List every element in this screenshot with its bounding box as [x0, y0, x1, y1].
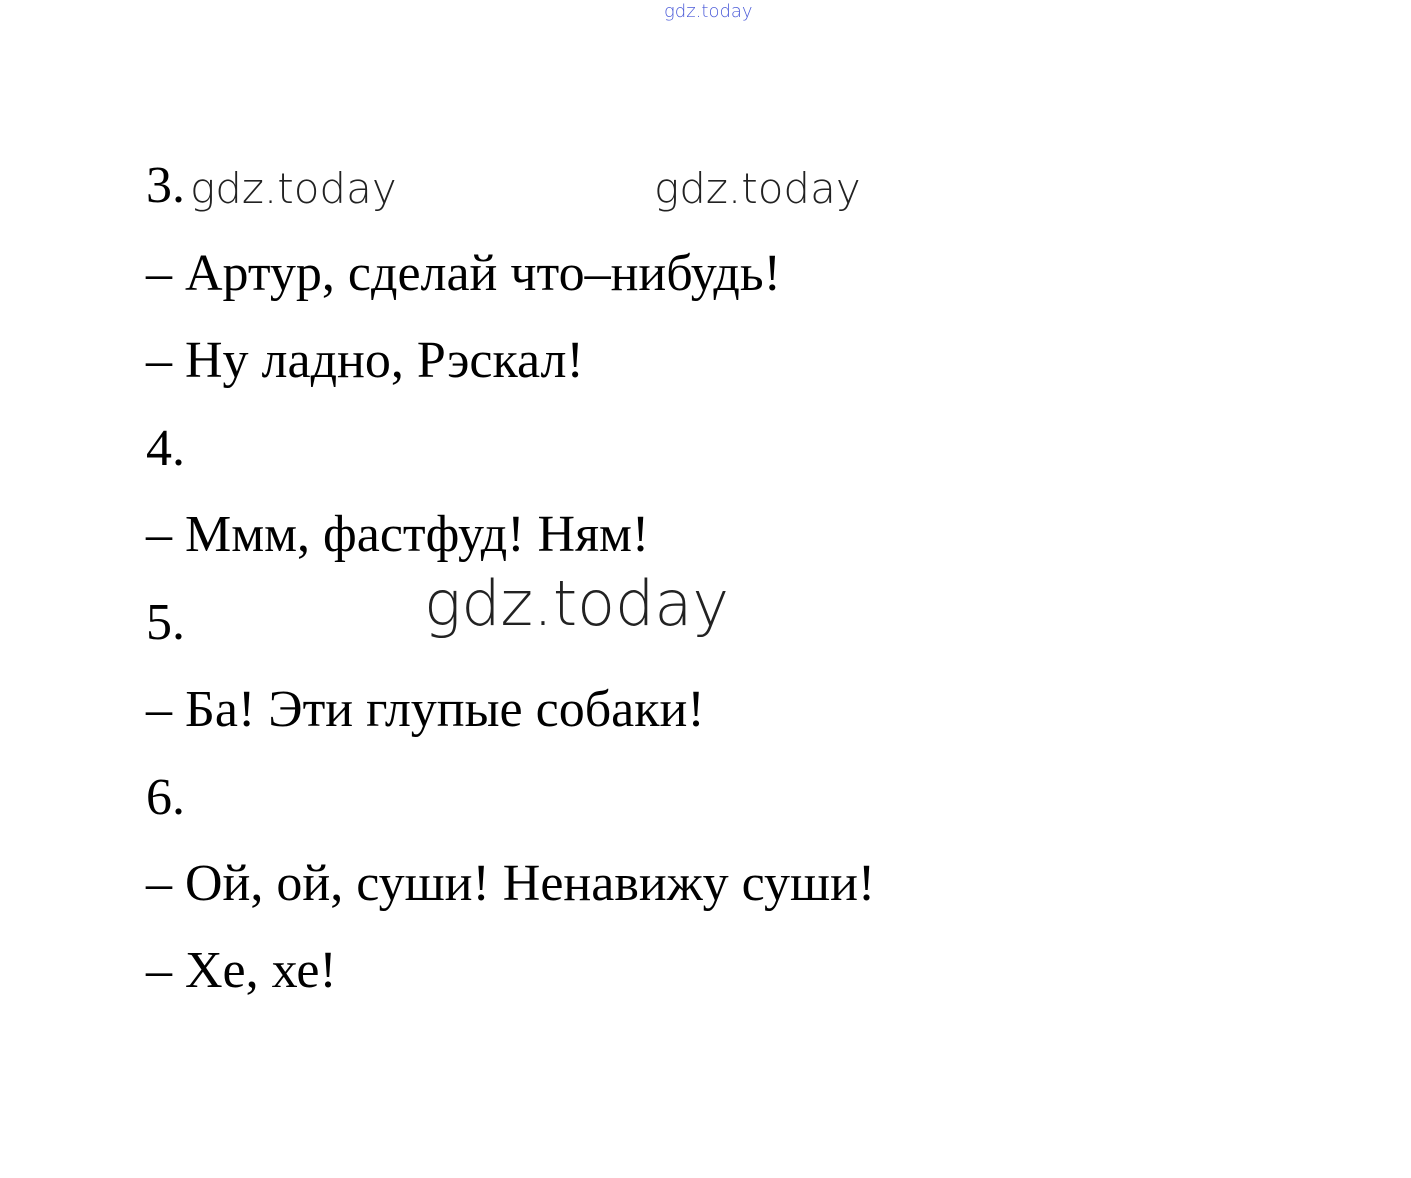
- watermark-middle: gdz.today: [424, 567, 730, 640]
- dialogue-line: – Ба! Эти глупые собаки!: [146, 681, 705, 738]
- dialogue-line: – Хе, хе!: [146, 942, 337, 999]
- dialogue-line: – Ну ладно, Рэскал!: [146, 332, 584, 389]
- dialogue-line: – Ммм, фастфуд! Ням!: [146, 506, 650, 563]
- item-number-6: 6.: [146, 769, 185, 826]
- dialogue-line: – Артур, сделай что–нибудь!: [146, 245, 781, 302]
- item-number-5: 5.: [146, 594, 185, 651]
- dialogue-line: – Ой, ой, суши! Ненавижу суши!: [146, 855, 876, 912]
- watermark-inline-1: gdz.today: [190, 164, 397, 213]
- item-number-4: 4.: [146, 420, 185, 477]
- item-number-3: 3.: [146, 157, 185, 214]
- watermark-top: gdz.today: [664, 1, 753, 22]
- watermark-inline-2: gdz.today: [654, 164, 861, 213]
